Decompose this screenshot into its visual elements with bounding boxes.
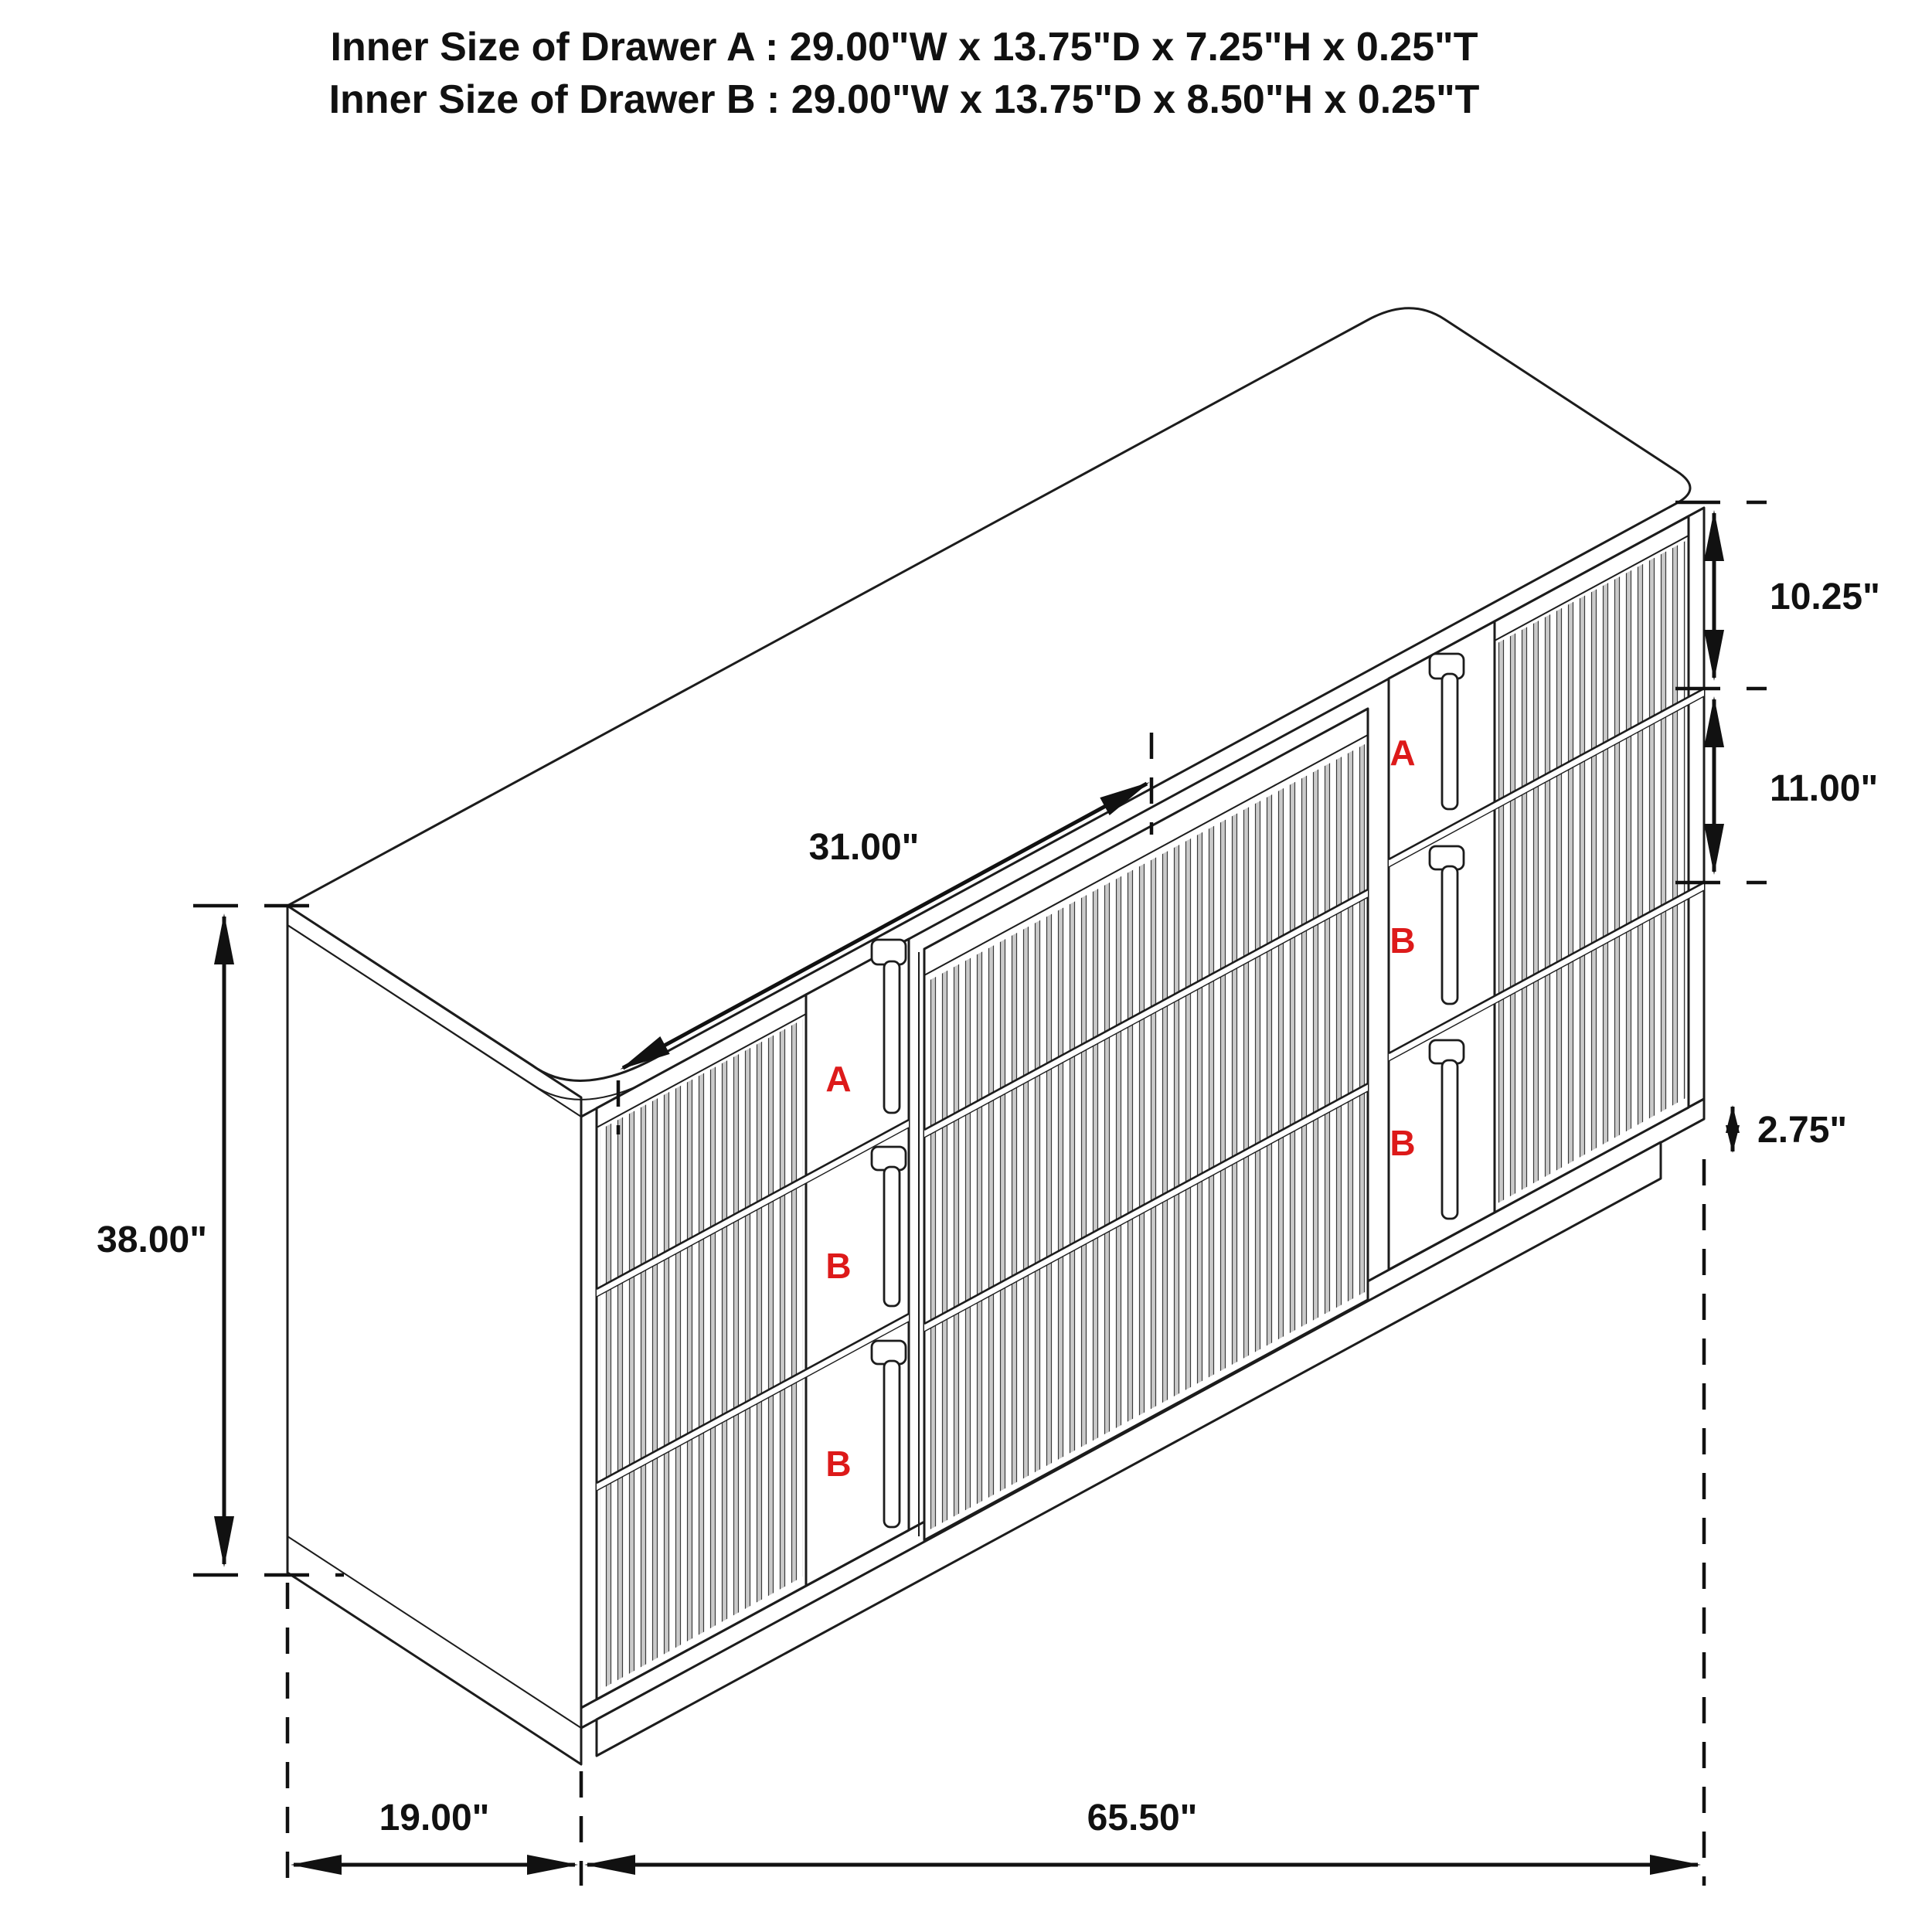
left-drawer-b1-label: B [825, 1246, 852, 1286]
dim-drawer-b-height [1675, 699, 1878, 883]
right-drawer-b1-label: B [1389, 920, 1416, 961]
dim-base-height [1733, 1107, 1847, 1151]
dim-label-38: 38.00" [97, 1219, 207, 1260]
dim-drawer-a-height [1675, 502, 1880, 689]
dresser-drawing [287, 308, 1704, 1764]
right-drawer-a-label: A [1389, 733, 1416, 773]
left-drawer-a-label: A [825, 1059, 852, 1099]
right-drawer-b2-label: B [1389, 1123, 1416, 1163]
dim-label-31: 31.00" [808, 827, 920, 868]
title-block [329, 25, 1480, 122]
dim-label-655: 65.50" [1087, 1798, 1198, 1838]
title-line-2: Inner Size of Drawer B : 29.00"W x 13.75"D x 8.50"H x 0.25"T [328, 77, 1480, 122]
title-line-1: Inner Size of Drawer A : 29.00"W x 13.75"D x 7.25"H x 0.25"T [330, 25, 1478, 70]
right-fluted-texture [1498, 541, 1685, 1203]
dim-label-19: 19.00" [379, 1798, 490, 1838]
dim-label-11: 11.00" [1770, 768, 1879, 809]
dim-label-275: 2.75" [1757, 1110, 1848, 1151]
left-fluted-texture [600, 1019, 803, 1690]
left-drawer-b2-label: B [825, 1444, 852, 1484]
dim-label-1025: 10.25" [1770, 577, 1880, 617]
